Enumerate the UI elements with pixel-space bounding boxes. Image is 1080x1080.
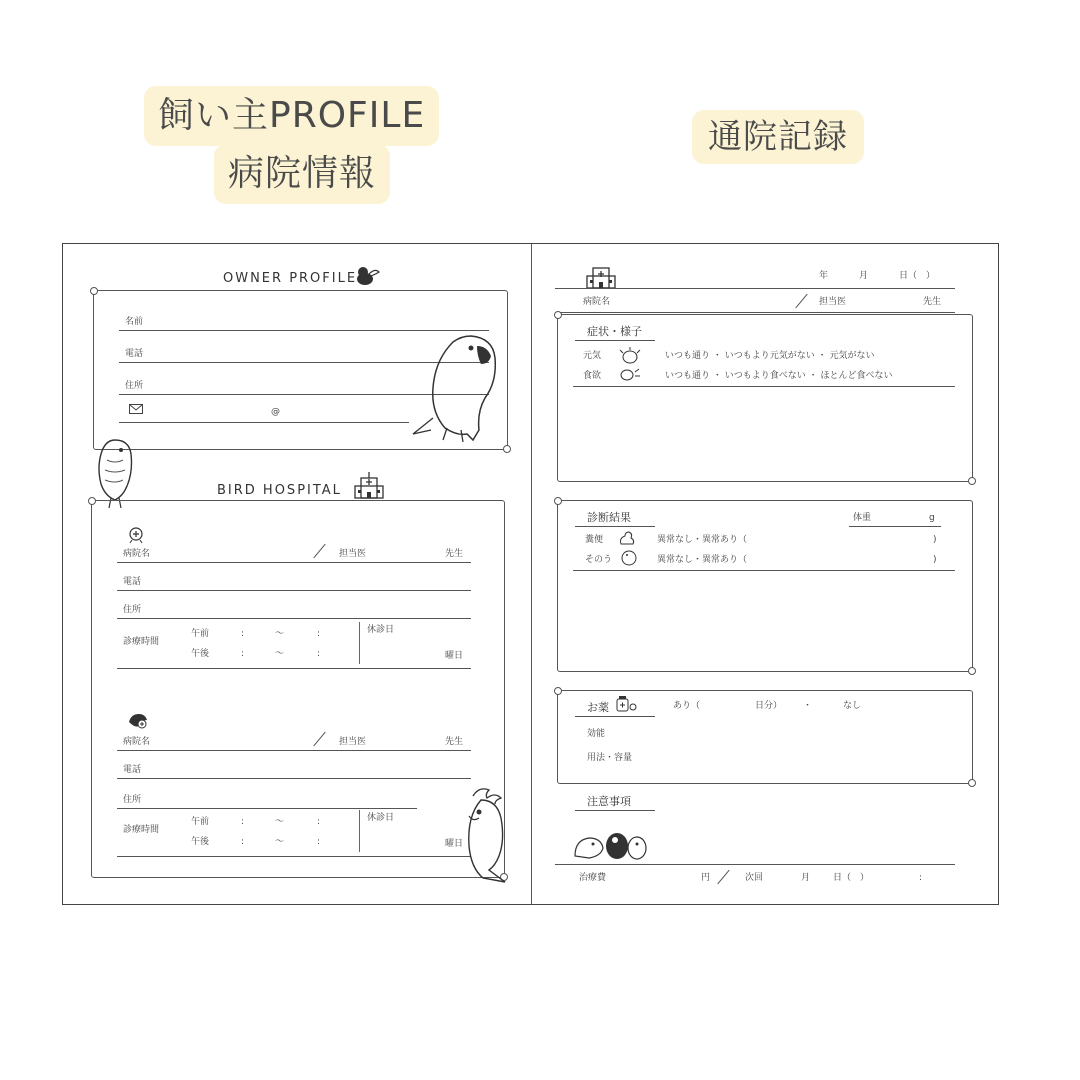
energy-options: いつも通り ・ いつもより元気がない ・ 元気がない — [665, 351, 875, 361]
hospital2-pm-colon2: : — [317, 837, 321, 847]
hospital1-hours-divider — [359, 622, 360, 664]
hospital-building-icon — [353, 470, 385, 500]
bird-hospital-frame — [91, 500, 505, 878]
hospital2-am-colon2: : — [317, 817, 321, 827]
energy-label: 元気 — [583, 351, 602, 361]
hospital1-doctor-label: 担当医 — [339, 549, 367, 559]
date-line[interactable] — [555, 288, 955, 289]
hospital1-hours-label: 診療時間 — [123, 637, 160, 647]
hospital2-pm-colon1: : — [241, 837, 245, 847]
hospital2-address-label: 住所 — [123, 795, 142, 805]
date-day: 日（ ） — [899, 271, 936, 281]
medicine-title-underline — [575, 716, 655, 717]
next-visit-colon: : — [919, 873, 923, 883]
footer-slash — [717, 870, 729, 884]
chick-plus-icon — [127, 526, 145, 544]
hospital1-pm-colon1: : — [241, 649, 245, 659]
visit-hospital-icon — [585, 260, 617, 290]
visit-honorific: 先生 — [923, 297, 942, 307]
symptoms-title-underline — [575, 340, 655, 341]
medicine-dosage-label: 用法・容量 — [587, 753, 633, 763]
hospital2-hours-divider — [359, 810, 360, 852]
medicine-none: なし — [843, 701, 862, 711]
weight-line[interactable] — [849, 526, 941, 527]
date-month: 月 — [859, 271, 869, 281]
date-year: 年 — [819, 271, 829, 281]
hospital1-am-label: 午前 — [191, 629, 210, 639]
symptoms-line[interactable] — [573, 386, 955, 387]
notes-line[interactable] — [555, 864, 955, 865]
bird-plus-icon — [127, 712, 149, 730]
medicine-efficacy-label: 効能 — [587, 729, 606, 739]
crop-label: そのう — [585, 555, 613, 565]
medicine-dot: ・ — [803, 701, 813, 711]
owner-address-label: 住所 — [125, 381, 144, 391]
spine-divider — [531, 244, 532, 904]
mail-icon — [129, 404, 143, 414]
droppings-options: 異常なし・異常あり（ — [657, 535, 748, 545]
hospital1-weekday: 曜日 — [445, 651, 464, 661]
next-visit-month: 月 — [801, 873, 811, 883]
owner-phone-label: 電話 — [125, 349, 144, 359]
heading-visit-record: 通院記録 — [692, 110, 864, 164]
hospital2-pm-label: 午後 — [191, 837, 210, 847]
owner-email-line[interactable] — [119, 422, 409, 423]
crop-bird-icon — [619, 548, 639, 566]
cost-label: 治療費 — [579, 873, 607, 883]
weight-label: 体重 — [853, 513, 872, 523]
heading-owner-profile: 飼い主PROFILE — [144, 86, 439, 146]
symptoms-title: 症状・様子 — [587, 325, 642, 338]
visit-doctor-label: 担当医 — [819, 297, 847, 307]
hospital2-doctor-label: 担当医 — [339, 737, 367, 747]
visit-hospital-name-label: 病院名 — [583, 297, 611, 307]
heading-hospital-info: 病院情報 — [214, 144, 390, 204]
hospital1-phone-label: 電話 — [123, 577, 142, 587]
hospital2-phone-line[interactable] — [117, 778, 471, 779]
hospital1-address-label: 住所 — [123, 605, 142, 615]
hospital2-hours-line[interactable] — [117, 856, 471, 857]
hospital1-pm-label: 午後 — [191, 649, 210, 659]
next-visit-day: 日（ ） — [833, 873, 870, 883]
appetite-options: いつも通り ・ いつもより食べない ・ ほとんど食べない — [665, 371, 893, 381]
hospital1-pm-tilde: 〜 — [275, 649, 285, 659]
crop-options: 異常なし・異常あり（ — [657, 555, 748, 565]
hospital1-name-line[interactable] — [117, 562, 471, 563]
cockatoo-illustration — [459, 786, 523, 886]
next-visit-label: 次回 — [745, 873, 764, 883]
hospital2-honorific: 先生 — [445, 737, 464, 747]
visit-slash — [795, 294, 807, 308]
budgie-illustration — [93, 436, 137, 510]
droppings-close-paren: ) — [933, 535, 937, 545]
medicine-present: あり（ — [673, 701, 701, 711]
hospital1-phone-line[interactable] — [117, 590, 471, 591]
medicine-title: お薬 — [587, 701, 609, 714]
bird-silhouette-icon — [355, 266, 381, 286]
crop-close-paren: ) — [933, 555, 937, 565]
hospital2-closed-label: 休診日 — [367, 813, 395, 823]
bird-hospital-title: BIRD HOSPITAL — [217, 483, 342, 498]
hospital2-phone-label: 電話 — [123, 765, 142, 775]
medicine-bottle-icon — [615, 694, 637, 712]
diagnosis-line[interactable] — [573, 570, 955, 571]
notes-title-underline — [575, 810, 655, 811]
hospital1-address-line[interactable] — [117, 618, 471, 619]
hospital1-hours-line[interactable] — [117, 668, 471, 669]
hospital2-weekday: 曜日 — [445, 839, 464, 849]
diagnosis-title: 診断結果 — [587, 511, 631, 524]
notes-title: 注意事項 — [587, 795, 631, 808]
droppings-icon — [617, 530, 637, 546]
hospital1-am-colon2: : — [317, 629, 321, 639]
owner-name-label: 名前 — [125, 317, 144, 327]
hospital1-pm-colon2: : — [317, 649, 321, 659]
hospital2-am-colon1: : — [241, 817, 245, 827]
notebook-spread — [62, 243, 999, 905]
hospital2-pm-tilde: 〜 — [275, 837, 285, 847]
email-at-mark: @ — [271, 407, 280, 417]
hospital1-am-colon1: : — [241, 629, 245, 639]
three-birds-illustration — [571, 828, 651, 864]
medicine-days: 日分） — [755, 701, 783, 711]
grey-parrot-illustration — [411, 328, 503, 448]
hospital2-am-label: 午前 — [191, 817, 210, 827]
hospital2-am-tilde: 〜 — [275, 817, 285, 827]
weight-unit: g — [929, 513, 935, 523]
hospital1-honorific: 先生 — [445, 549, 464, 559]
visit-hospital-line[interactable] — [555, 312, 955, 313]
diagnosis-title-underline — [575, 526, 655, 527]
hospital2-name-line[interactable] — [117, 750, 471, 751]
hospital1-am-tilde: 〜 — [275, 629, 285, 639]
appetite-label: 食欲 — [583, 371, 602, 381]
droppings-label: 糞便 — [585, 535, 604, 545]
owner-profile-title: OWNER PROFILE — [223, 271, 358, 286]
hospital2-address-line[interactable] — [117, 808, 417, 809]
hospital1-name-label: 病院名 — [123, 549, 151, 559]
hospital1-closed-label: 休診日 — [367, 625, 395, 635]
eating-bird-icon — [617, 366, 643, 382]
hospital2-hours-label: 診療時間 — [123, 825, 160, 835]
cost-yen: 円 — [701, 873, 711, 883]
energetic-bird-icon — [617, 346, 643, 364]
hospital2-name-label: 病院名 — [123, 737, 151, 747]
